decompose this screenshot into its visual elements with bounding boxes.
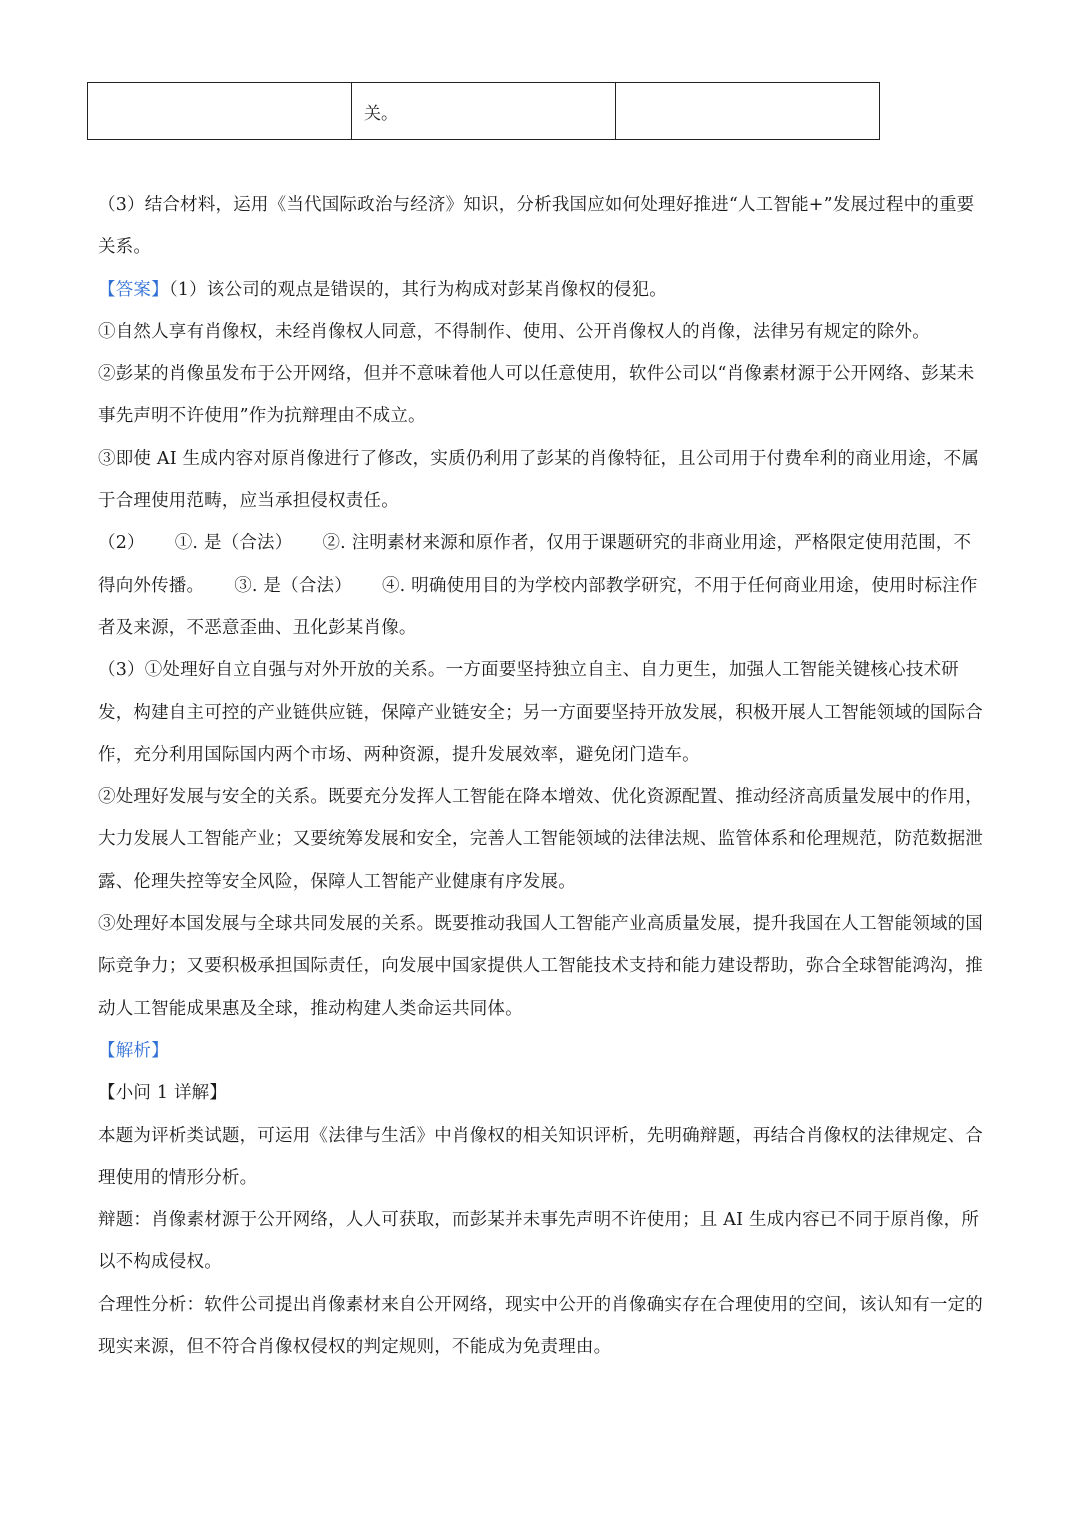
table-cell (616, 83, 880, 140)
sub-question-1-label: 【小问 1 详解】 (98, 1083, 228, 1104)
answer-2-blank-4: ④. 明确使用目的为学校内部教学研究，不用于任何商业用途，使用时标注作者及来源，不恶意歪曲、丑化彭某肖像。 (98, 575, 978, 638)
answer-3-item: ③处理好本国发展与全球共同发展的关系。既要推动我国人工智能产业高质量发展，提升我国在人工智能领域的国际竞争力；又要积极承担国际责任，向发展中国家提供人工智能技术支持和能力建设帮助，弥合全球智能鸿沟，推动人工智能成果惠及全球，推动构建人类命运共同体。 (98, 914, 983, 1019)
answer-intro: （1）该公司的观点是错误的，其行为构成对彭某肖像权的侵犯。 (168, 279, 667, 300)
answer-2-paragraph (98, 522, 988, 649)
analysis-label: 【解析】 (98, 1040, 169, 1061)
table-cell: 关。 (352, 83, 616, 140)
answer-3-item: （3）①处理好自立自强与对外开放的关系。一方面要坚持独立自主、自力更生，加强人工智能关键核心技术研发，构建自主可控的产业链供应链，保障产业链安全；另一方面要坚持开放发展，积极开展人工智能领域的国际合作，充分利用国际国内两个市场、两种资源，提升发展效率，避免闭门造车。 (98, 660, 983, 765)
answer-2-blank-1: ①. 是（合法） (174, 533, 293, 554)
document-body (98, 184, 988, 1368)
answer-2-blank-3: ③. 是（合法） (234, 575, 352, 596)
answer-2-blank-2: ②. 注明素材来源和原作者，仅用于课题研究的非商业用途，严格限定使用范围，不得向外传播。 (98, 533, 972, 596)
answer-1-item: ③即使 AI 生成内容对原肖像进行了修改，实质仍利用了彭某的肖像特征，且公司用于付费牟利的商业用途，不属于合理使用范畴，应当承担侵权责任。 (98, 448, 980, 512)
answer-1-item: ①自然人享有肖像权，未经肖像权人同意，不得制作、使用、公开肖像权人的肖像，法律另有规定的除外。 (98, 321, 930, 342)
table-row (88, 83, 880, 140)
analysis-paragraph: 辩题：肖像素材源于公开网络，人人可获取，而彭某并未事先声明不许使用；且 AI 生成内容已不同于原肖像，所以不构成侵权。 (98, 1210, 980, 1273)
answer-3-item: ②处理好发展与安全的关系。既要充分发挥人工智能在降本增效、优化资源配置、推动经济高质量发展中的作用，大力发展人工智能产业；又要统筹发展和安全，完善人工智能领域的法律法规、监管体系和伦理规范，防范数据泄露、伦理失控等安全风险，保障人工智能产业健康有序发展。 (98, 787, 983, 892)
analysis-paragraph: 本题为评析类试题，可运用《法律与生活》中肖像权的相关知识评析，先明确辩题，再结合肖像权的法律规定、合理使用的情形分析。 (98, 1125, 983, 1188)
answer-1-item: ②彭某的肖像虽发布于公开网络，但并不意味着他人可以任意使用，软件公司以“肖像素材源于公开网络、彭某未事先声明不许使用”作为抗辩理由不成立。 (98, 364, 975, 427)
answer-intro-paragraph (98, 269, 988, 311)
table-cell (88, 83, 352, 140)
answer-2-label: （2） (98, 533, 145, 554)
table-fragment (87, 82, 880, 140)
question-3: （3）结合材料，运用《当代国际政治与经济》知识，分析我国应如何处理好推进“人工智能+”发展过程中的重要关系。 (98, 195, 975, 258)
answer-label: 【答案】 (98, 279, 169, 300)
analysis-paragraph: 合理性分析：软件公司提出肖像素材来自公开网络，现实中公开的肖像确实存在合理使用的空间，该认知有一定的现实来源，但不符合肖像权侵权的判定规则，不能成为免责理由。 (98, 1294, 983, 1358)
